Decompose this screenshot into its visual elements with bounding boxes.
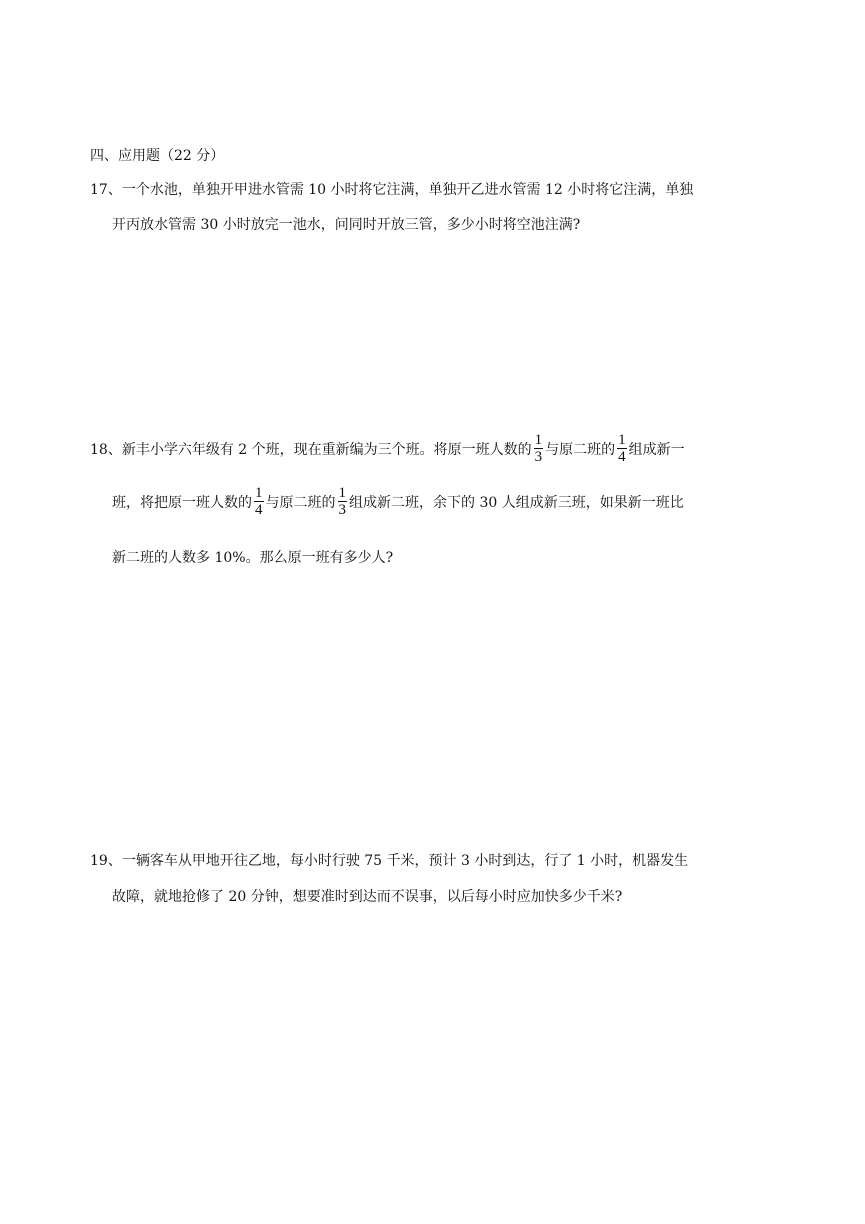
question-18-text-2c: 组成新二班，余下的 30 人组成新三班，如果新一班比	[349, 495, 684, 511]
question-18-text-2a: 班，将把原一班人数的	[112, 495, 252, 511]
fraction-denominator: 3	[534, 448, 543, 465]
fraction-numerator: 1	[618, 431, 626, 448]
question-18-line-1	[90, 430, 685, 470]
question-19-number: 19、	[90, 853, 122, 869]
fraction-one-third	[338, 485, 348, 518]
question-18-text-1c: 组成新一	[628, 442, 685, 458]
question-18-text-1b: 与原二班的	[545, 442, 616, 458]
fraction-denominator: 4	[255, 501, 263, 518]
fraction-denominator: 4	[618, 448, 626, 465]
question-18-line-2	[112, 483, 684, 523]
question-17-text-1: 一个水池，单独开甲进水管需 10 小时将它注满，单独开乙进水管需 12 小时将它注满，单独	[121, 182, 694, 198]
question-19-text-1: 一辆客车从甲地开往乙地，每小时行驶 75 千米，预计 3 小时到达，行了 1 小时，机器发生	[121, 853, 689, 869]
question-18-text-1a: 新丰小学六年级有 2 个班，现在重新编为三个班。将原一班人数的	[121, 442, 532, 458]
question-18-number: 18、	[90, 442, 122, 458]
question-17-line-1	[90, 179, 693, 201]
fraction-numerator: 1	[534, 431, 543, 448]
fraction-one-third	[534, 432, 544, 465]
fraction-numerator: 1	[338, 484, 346, 501]
section-title: 四、应用题（22 分）	[90, 148, 225, 164]
question-17-number: 17、	[90, 182, 122, 198]
question-18-text-2b: 与原二班的	[265, 495, 336, 511]
fraction-denominator: 3	[338, 501, 346, 518]
fraction-one-quarter	[617, 432, 627, 465]
fraction-one-quarter	[254, 485, 264, 518]
question-19-line-1	[90, 850, 688, 872]
question-18-line-3: 新二班的人数多 10%。那么原一班有多少人?	[112, 550, 394, 566]
question-19-line-2: 故障，就地抢修了 20 分钟，想要准时到达而不误事，以后每小时应加快多少千米?	[112, 889, 623, 905]
fraction-numerator: 1	[255, 484, 263, 501]
question-17-line-2: 开丙放水管需 30 小时放完一池水，问同时开放三管，多少小时将空池注满?	[112, 217, 581, 233]
